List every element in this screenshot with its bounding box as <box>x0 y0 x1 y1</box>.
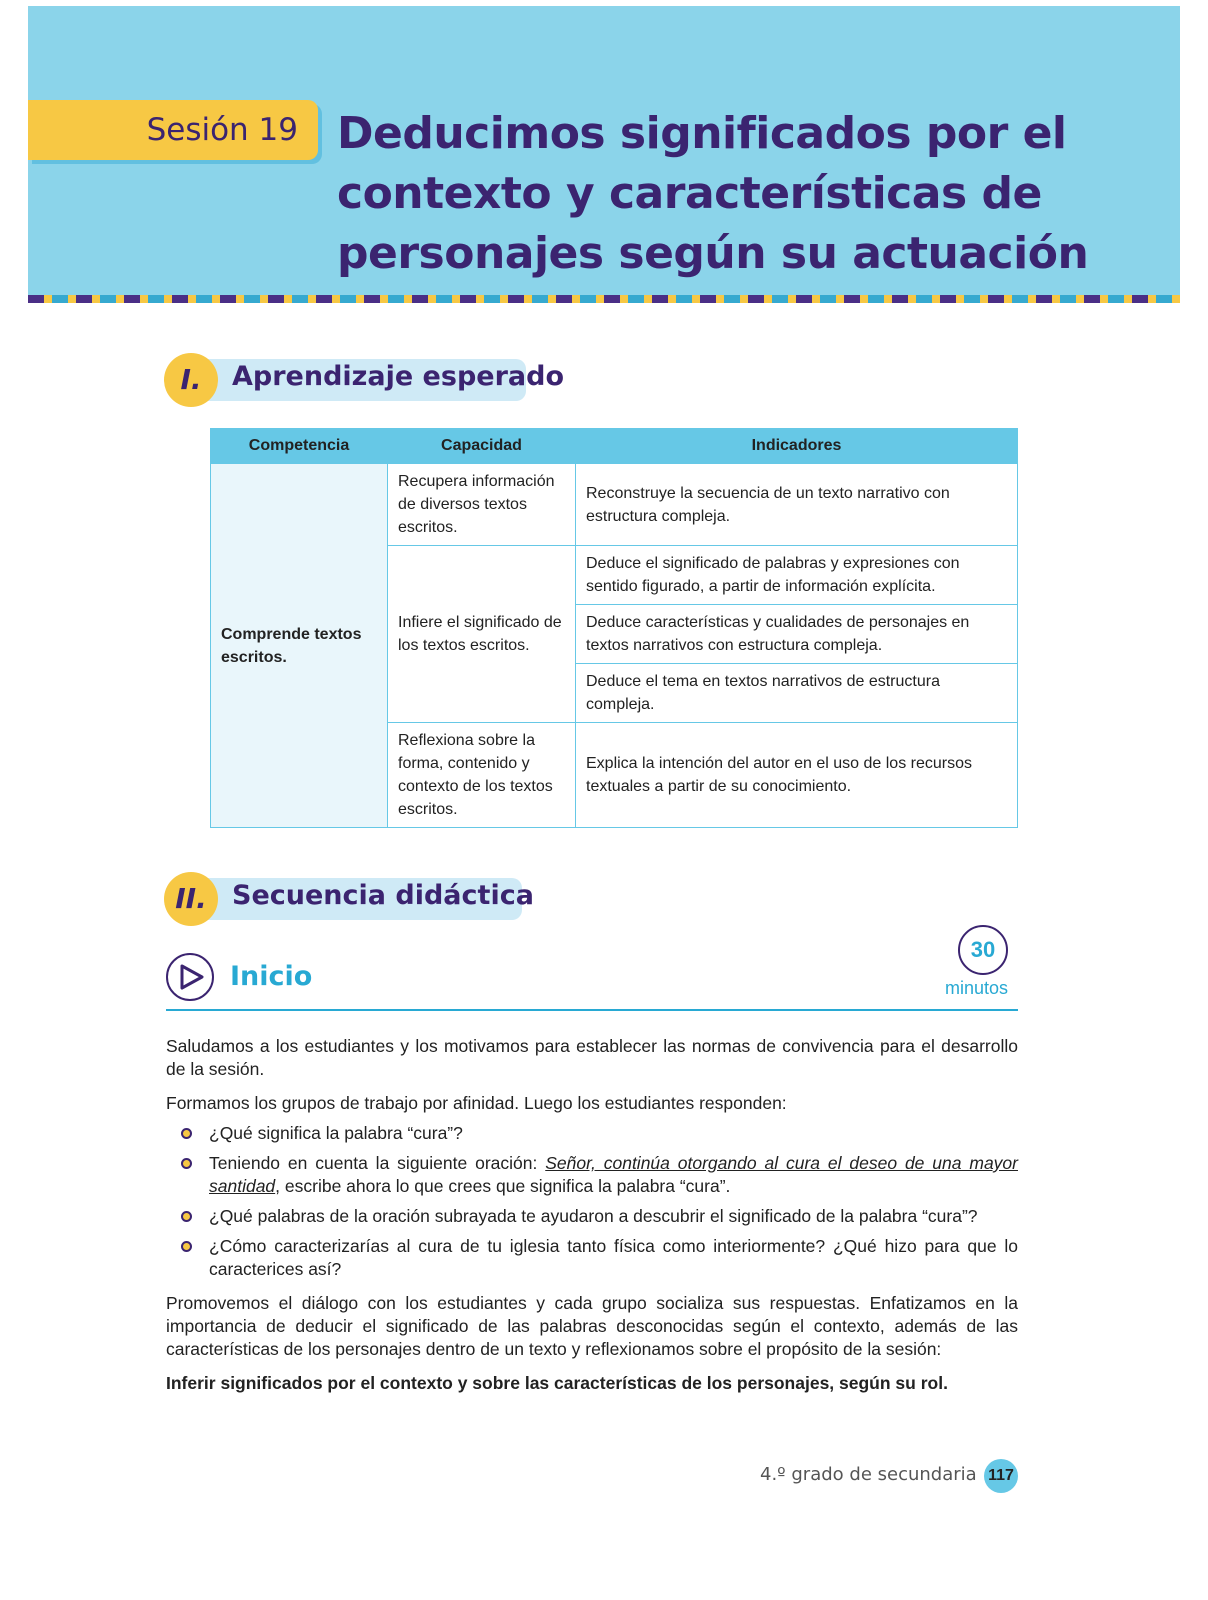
session-tab <box>28 100 318 160</box>
bullet-icon <box>181 1211 192 1222</box>
underlined-sentence: Señor, continúa otorgando al cura el deseo de una mayor santidad <box>209 1153 1018 1196</box>
indicador-cell: Deduce el significado de palabras y expresiones con sentido figurado, a partir de información explícita. <box>576 546 1018 605</box>
timer-value: 30 <box>970 937 996 962</box>
competencia-cell: Comprende textos escritos. <box>211 464 388 828</box>
timer-icon <box>958 925 1008 975</box>
decorative-stripe <box>28 295 1180 303</box>
inicio-body <box>166 1035 1018 1406</box>
list-item <box>166 1152 1018 1198</box>
question-text: ¿Qué significa la palabra “cura”? <box>209 1123 463 1143</box>
paragraph: Formamos los grupos de trabajo por afinidad. Luego los estudiantes responden: <box>166 1093 787 1113</box>
list-item <box>166 1235 1018 1281</box>
capacidad-cell: Recupera información de diversos textos escritos. <box>388 464 576 546</box>
indicador-cell: Deduce el tema en textos narrativos de estructura compleja. <box>576 664 1018 723</box>
page-title: Deducimos significados por el contexto y características de personajes según su actuación <box>337 108 1089 279</box>
bullet-icon <box>181 1241 192 1252</box>
session-purpose: Inferir significados por el contexto y sobre las características de los personajes, según su rol. <box>166 1373 948 1393</box>
indicador-cell: Reconstruye la secuencia de un texto narrativo con estructura compleja. <box>576 464 1018 546</box>
page-number: 117 <box>984 1459 1018 1493</box>
learning-table <box>210 428 1018 828</box>
question-suffix: , escribe ahora lo que crees que significa la palabra “cura”. <box>275 1176 731 1196</box>
question-prefix: Teniendo en cuenta la siguiente oración: <box>209 1153 546 1173</box>
section-title: Aprendizaje esperado <box>232 361 564 392</box>
header-competencia: Competencia <box>211 429 388 464</box>
table-header-row <box>211 429 1018 464</box>
bullet-icon <box>181 1158 192 1169</box>
indicador-cell: Explica la intención del autor en el uso de los recursos textuales a partir de su conocimiento. <box>576 723 1018 828</box>
inicio-title: Inicio <box>230 961 313 992</box>
grade-label: 4.º grado de secundaria <box>760 1464 977 1485</box>
list-item <box>166 1122 1018 1145</box>
table-row <box>211 464 1018 546</box>
divider <box>166 1009 1018 1011</box>
indicador-cell: Deduce características y cualidades de personajes en textos narrativos con estructura compleja. <box>576 605 1018 664</box>
question-text: ¿Cómo caracterizarías al cura de tu iglesia tanto física como interiormente? ¿Qué hizo para que lo caracterices así? <box>209 1236 1018 1279</box>
play-icon <box>166 953 214 1001</box>
header-capacidad: Capacidad <box>388 429 576 464</box>
section-title: Secuencia didáctica <box>232 880 534 911</box>
bullet-icon <box>181 1128 192 1139</box>
question-list <box>166 1122 1018 1281</box>
header-indicadores: Indicadores <box>576 429 1018 464</box>
section-number: II. <box>164 872 218 926</box>
capacidad-cell: Infiere el significado de los textos escritos. <box>388 546 576 723</box>
session-label: Sesión 19 <box>146 112 298 148</box>
paragraph: Saludamos a los estudiantes y los motivamos para establecer las normas de convivencia para el desarrollo de la sesión. <box>166 1036 1018 1079</box>
timer-unit: minutos <box>945 978 1009 998</box>
section-number: I. <box>164 353 218 407</box>
list-item <box>166 1205 1018 1228</box>
paragraph: Promovemos el diálogo con los estudiantes y cada grupo socializa sus respuestas. Enfatizamos en la importancia de deducir el significado de las palabras desconocidas según el contexto, además de las características de los personajes dentro de un texto y reflexionamos sobre el propósito de la sesión: <box>166 1293 1018 1359</box>
question-text: ¿Qué palabras de la oración subrayada te ayudaron a descubrir el significado de la palabra “cura”? <box>209 1206 978 1226</box>
capacidad-cell: Reflexiona sobre la forma, contenido y contexto de los textos escritos. <box>388 723 576 828</box>
